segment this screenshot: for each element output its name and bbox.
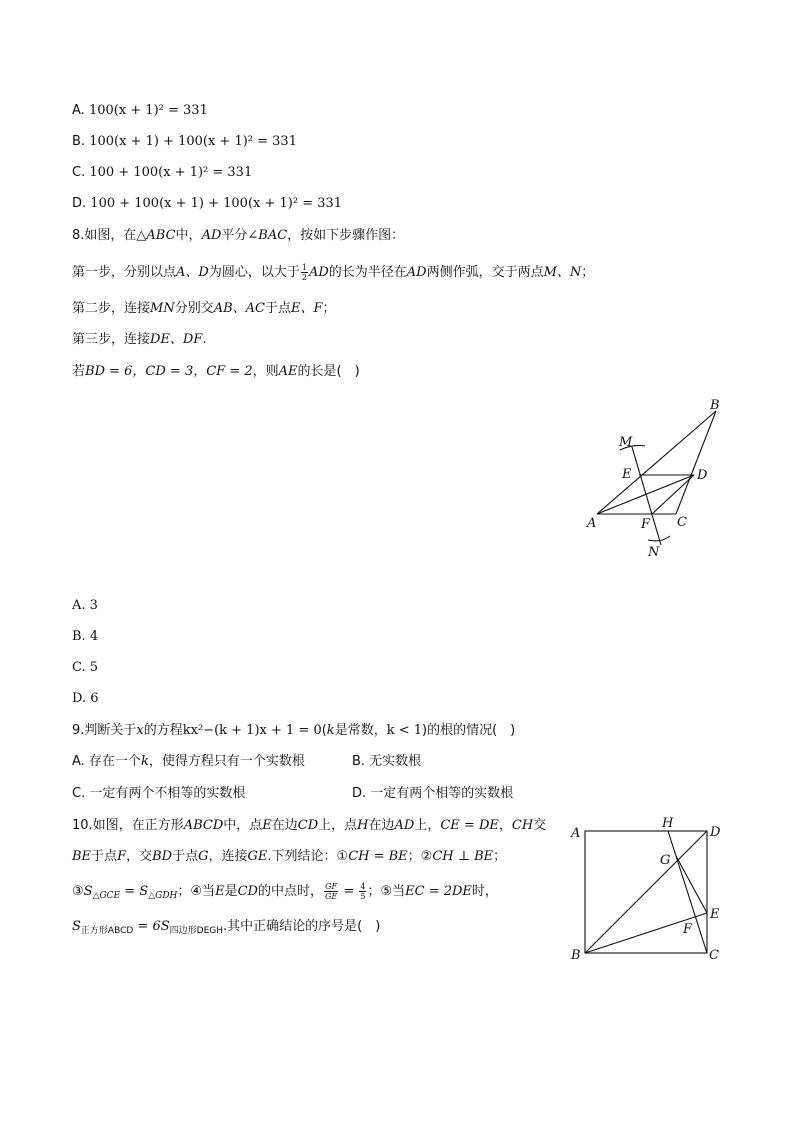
q10-square: ABCD [183, 818, 224, 833]
q10-line-1 [72, 817, 546, 835]
label-g: G [660, 853, 671, 868]
q10-condition: CE = DE [440, 818, 499, 833]
q10-text: .其中正确结论的序号是( ) [223, 919, 381, 934]
q9-option-a-text: A. 存在一个 [72, 754, 141, 769]
q8-angle: ∠BAC [247, 228, 288, 243]
q7-option-a-expr: 100(x + 1)² = 331 [88, 103, 208, 118]
q8-given [72, 363, 360, 381]
q8-segments: AB、AC [213, 301, 265, 316]
q8-step3-text: . [202, 332, 207, 347]
q10-side-cd: CD [237, 884, 258, 899]
area-subscript: 正方形ABCD [80, 926, 134, 936]
segment-ab [597, 411, 716, 514]
q10-text: ，连接 [208, 849, 248, 864]
q10-conclusion-3 [84, 884, 178, 899]
q10-text: .下列结论：① [267, 849, 349, 864]
segment-cb [676, 411, 716, 514]
label-a: A [587, 516, 597, 531]
label-n: N [648, 545, 660, 560]
q10-line-2 [72, 848, 506, 866]
q8-line-mn: MN [150, 301, 175, 316]
q9-option-c: C. 一定有两个不相等的实数根 [72, 786, 246, 801]
q10-text: ③ [72, 884, 84, 899]
q10-condition-5: EC = 2DE [405, 884, 472, 899]
q8-stem-text: 中， [175, 228, 202, 243]
q8-given-text: 的长是( ) [297, 364, 360, 379]
label-c: C [677, 515, 687, 530]
q10-line-3 [72, 882, 498, 901]
q10-text: 于点 [91, 849, 118, 864]
q10-point-e: E [215, 884, 225, 899]
q9-option-a-text: ，使得方程只有一个实数根 [148, 754, 305, 769]
segment-fd [652, 475, 694, 514]
q8-option-b: B. 4 [72, 629, 99, 644]
area-subscript: 四边形DEGH [169, 926, 223, 936]
fraction-denominator: GE [324, 892, 338, 901]
q10-segment-bd: BD [152, 849, 173, 864]
q7-option-b [72, 133, 297, 151]
q8-step2-text: 分别交 [174, 301, 214, 316]
q9-variable-k: k [326, 723, 335, 738]
q10-point-e: E [262, 818, 272, 833]
q8-figure [580, 392, 730, 564]
q8-stem-text: 8.如图，在 [72, 228, 137, 243]
q7-option-c-expr: 100 + 100(x + 1)² = 331 [89, 165, 253, 180]
q10-point-f: F [117, 849, 127, 864]
q10-point-h: H [357, 818, 369, 833]
q8-step1-text: 两侧作弧，交于两点 [426, 265, 544, 280]
q8-step1-text: 第一步，分别以点 [72, 265, 177, 280]
q8-segment-ad: AD [308, 265, 329, 280]
q8-triangle: △ABC [136, 228, 176, 243]
q8-points-mn: M、N [543, 265, 582, 280]
label-e: E [710, 907, 720, 922]
fraction-numerator: 4 [360, 882, 366, 891]
q8-stem-text: 平分 [221, 228, 248, 243]
area-symbol: = S [120, 884, 149, 899]
q8-option-c: C. 5 [72, 660, 99, 675]
q7-option-d-label: D. [72, 196, 87, 211]
q8-step2-text: 于点 [265, 301, 292, 316]
q8-half-fraction [301, 263, 308, 282]
q9-stem-text: ( [321, 723, 327, 738]
q8-stem [72, 227, 404, 245]
area-symbol: S [72, 919, 81, 934]
fraction-numerator: GF [325, 882, 338, 891]
q9-variable-k: k [140, 754, 149, 769]
fraction-numerator: 1 [301, 263, 307, 272]
q9-option-d: D. 一定有两个相等的实数根 [352, 786, 514, 801]
q9-stem-text: 的方程 [143, 723, 183, 738]
q8-segment-ad: AD [201, 228, 222, 243]
label-f: F [641, 517, 651, 532]
label-c: C [709, 948, 719, 963]
q10-segment-be: BE [72, 849, 92, 864]
q9-variable-x: x [136, 723, 144, 738]
q10-ratio-fraction [324, 882, 338, 901]
q10-equals: = [339, 884, 359, 899]
fraction-denominator: 2 [301, 273, 307, 282]
q10-text: ； [493, 849, 507, 864]
q10-text: 是 [224, 884, 238, 899]
q8-stem-text: ，按如下步骤作图： [287, 228, 405, 243]
q9-equation: kx²−(k + 1)x + 1 = 0 [182, 723, 322, 738]
q10-text: 于点 [172, 849, 199, 864]
label-h: H [662, 816, 674, 831]
q8-step2-text: 第二步，连接 [72, 301, 151, 316]
q10-conclusion-2: CH ⊥ BE [432, 849, 494, 864]
label-a: A [571, 826, 581, 841]
q10-side-cd: CD [297, 818, 319, 833]
area-symbol: = 6S [133, 919, 170, 934]
q10-value-fraction [359, 882, 366, 901]
area-symbol: S [83, 884, 93, 899]
q10-text: 10.如图，在正方形 [72, 818, 184, 833]
q10-figure [565, 815, 725, 965]
q7-option-a-label: A. [72, 103, 85, 118]
q8-points-ef: E、F [291, 301, 323, 316]
q10-segment-ge: GE [247, 849, 268, 864]
q8-step2 [72, 300, 336, 318]
q10-text: ；⑤当 [367, 884, 406, 899]
q7-option-c-label: C. [72, 165, 86, 180]
q9-options-row-2 [72, 785, 732, 803]
q7-option-b-expr: 100(x + 1) + 100(x + 1)² = 331 [89, 134, 297, 149]
q10-side-ad: AD [394, 818, 415, 833]
q8-segment-ae: AE [278, 364, 298, 379]
q10-segment-ch: CH [511, 818, 534, 833]
q10-text: 的中点时， [257, 884, 323, 899]
q10-text: 上， [414, 818, 441, 833]
label-m: M [619, 435, 633, 450]
q10-text: 中，点 [223, 818, 263, 833]
q10-text: 时， [471, 884, 498, 899]
q10-text: 交 [533, 818, 547, 833]
q8-given-text: ，则 [252, 364, 279, 379]
q7-option-b-label: B. [72, 134, 86, 149]
area-subscript: △GDH [148, 891, 178, 901]
q10-text: ，交 [126, 849, 153, 864]
q8-step1-text: ； [581, 265, 595, 280]
q8-step1-points: A、D [176, 265, 209, 280]
q8-given-text: 若 [72, 364, 86, 379]
q10-text: 上，点 [318, 818, 358, 833]
q7-option-a [72, 102, 208, 120]
q9-options-row-1 [72, 753, 732, 771]
q7-option-d [72, 195, 342, 213]
q8-segment-ad: AD [406, 265, 427, 280]
label-f: F [683, 922, 693, 937]
q8-step1-text: 的长为半径在 [328, 265, 407, 280]
q10-conclusion-1: CH = BE [348, 849, 408, 864]
label-d: D [710, 825, 721, 840]
q8-given-values: BD = 6，CD = 3，CF = 2 [85, 364, 253, 379]
q10-text: 在边 [271, 818, 298, 833]
fraction-denominator: 5 [360, 892, 366, 901]
q9-option-a [72, 754, 305, 769]
q7-option-d-expr: 100 + 100(x + 1) + 100(x + 1)² = 331 [90, 196, 343, 211]
q10-point-g: G [198, 849, 209, 864]
q10-text: ， [498, 818, 512, 833]
q8-step1 [72, 263, 594, 282]
label-b: B [710, 398, 720, 413]
q9-stem-text: 9.判断关于 [72, 723, 137, 738]
label-e: E [622, 467, 632, 482]
q8-option-d: D. 6 [72, 691, 99, 706]
q9-condition: k < 1 [386, 723, 423, 738]
q8-option-a: A. 3 [72, 598, 98, 613]
label-d: D [697, 468, 708, 483]
q10-text: ；② [407, 849, 433, 864]
q9-option-b: B. 无实数根 [352, 754, 422, 769]
q8-step3 [72, 331, 207, 349]
area-subscript: △GCE [92, 891, 121, 901]
q8-segments-de-df: DE、DF [150, 332, 203, 347]
q9-stem [72, 722, 515, 740]
q10-text: ；④当 [177, 884, 216, 899]
q9-stem-text: )的根的情况( ) [422, 723, 516, 738]
q8-step1-text: 为圆心，以大于 [208, 265, 300, 280]
q8-step2-text: ； [322, 301, 336, 316]
q8-step3-text: 第三步，连接 [72, 332, 151, 347]
q9-stem-text: 是常数， [334, 723, 387, 738]
q7-option-c [72, 164, 252, 182]
q10-line-4 [72, 918, 380, 936]
label-b: B [571, 948, 581, 963]
q10-text: 在边 [368, 818, 395, 833]
